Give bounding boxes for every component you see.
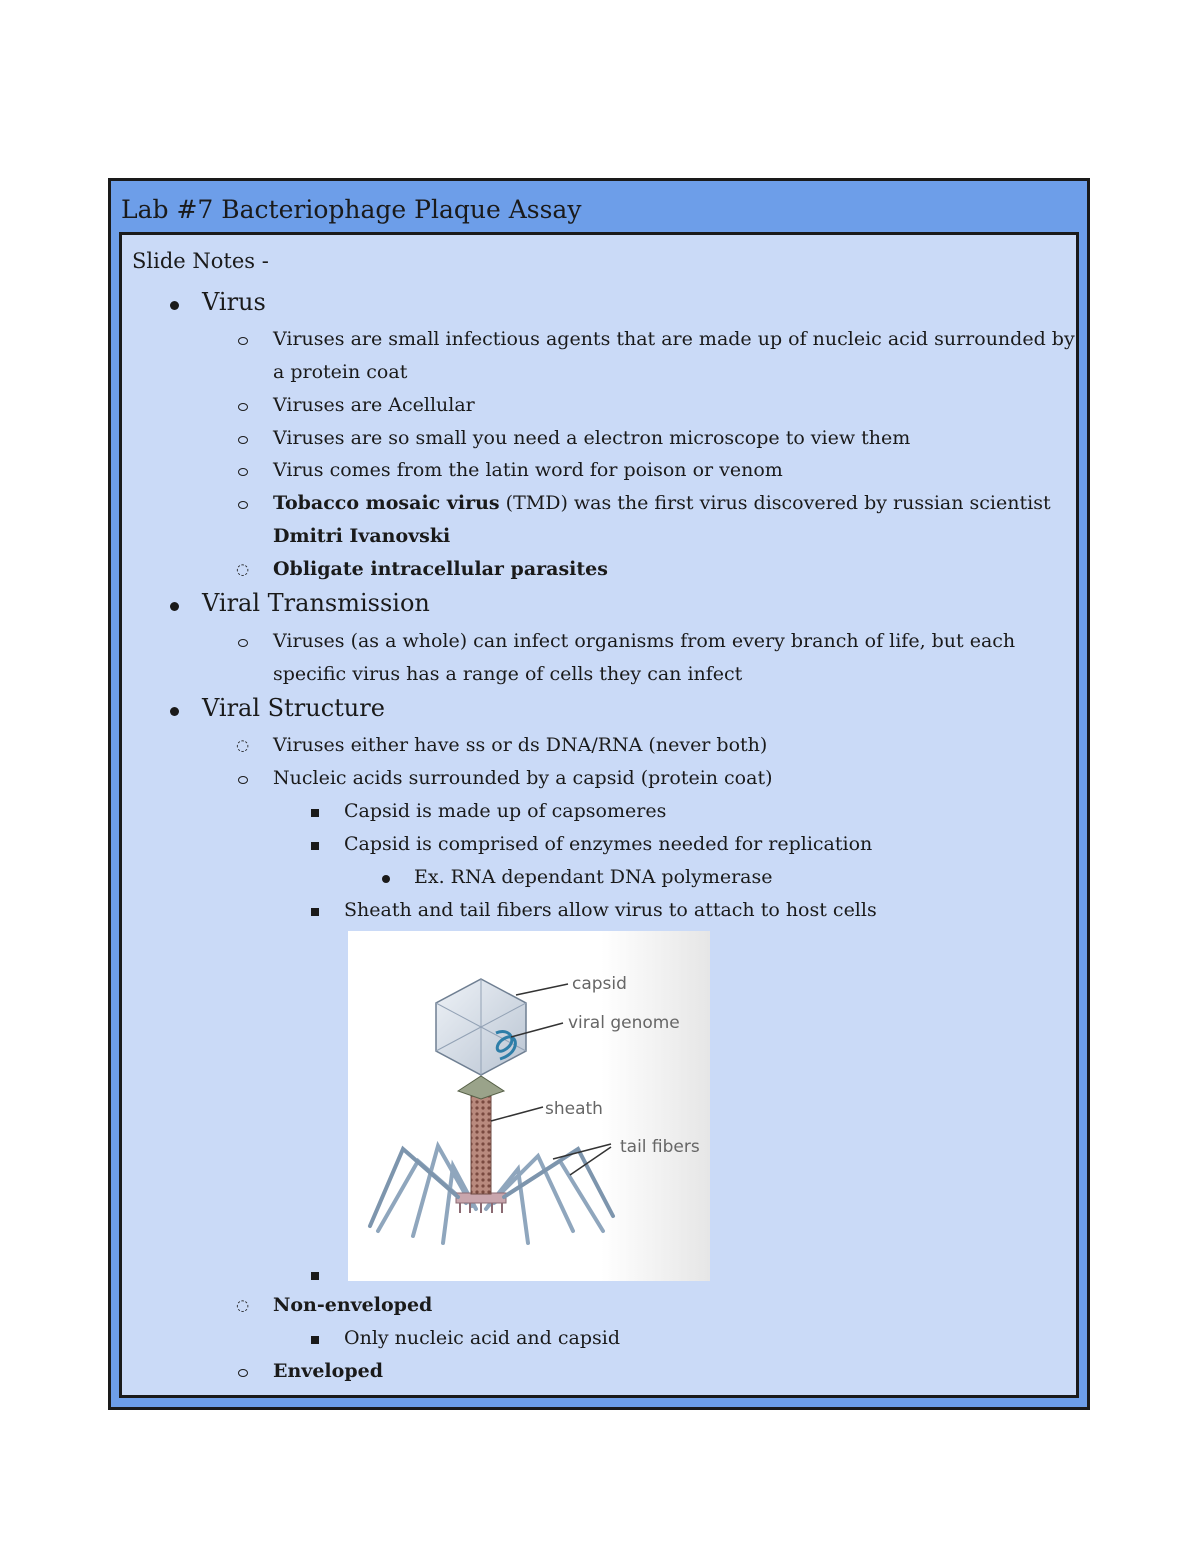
- viral-genome-label: viral genome: [568, 1013, 680, 1033]
- list-item: Capsid is comprised of enzymes needed for replication: [344, 833, 873, 855]
- section-virus: Virus: [202, 288, 266, 316]
- bullet-square-icon: [311, 1272, 319, 1280]
- bullet-disc-icon: [170, 602, 179, 611]
- capsid-label: capsid: [572, 974, 627, 994]
- bullet-disc-icon: [170, 707, 179, 716]
- list-item-text: (TMD) was the first virus discovered by russian scientist: [499, 492, 1051, 514]
- list-item: Non-enveloped: [273, 1294, 433, 1316]
- list-item: specific virus has a range of cells they can infect: [273, 663, 743, 685]
- list-item: Viruses are small infectious agents that are made up of nucleic acid surrounded by: [273, 328, 1075, 350]
- list-item: Viruses are Acellular: [273, 394, 475, 416]
- bullet-circle-icon: [238, 501, 248, 509]
- notes-heading: Slide Notes -: [132, 249, 269, 273]
- list-item: Viruses (as a whole) can infect organisms from every branch of life, but each: [273, 630, 1016, 652]
- bacteriophage-illustration: [348, 931, 710, 1281]
- bullet-circle-icon: [238, 468, 248, 476]
- list-item: Ex. RNA dependant DNA polymerase: [414, 866, 773, 888]
- bullet-square-icon: [311, 809, 319, 817]
- list-item: Dmitri Ivanovski: [273, 525, 451, 547]
- bullet-square-icon: [311, 842, 319, 850]
- list-item: [273, 492, 1051, 514]
- sheath-label: sheath: [545, 1099, 603, 1119]
- notes-panel: [119, 232, 1079, 1398]
- bullet-circle-icon: [238, 639, 248, 647]
- bullet-circle-icon: [238, 1369, 248, 1377]
- list-item: Nucleic acids surrounded by a capsid (protein coat): [273, 767, 773, 789]
- bacteriophage-diagram: [348, 931, 710, 1281]
- list-item: Viruses either have ss or ds DNA/RNA (never both): [273, 734, 768, 756]
- section-structure: Viral Structure: [202, 694, 385, 722]
- bullet-dotted-circle-icon: ◌: [236, 736, 250, 754]
- bullet-dotted-circle-icon: ◌: [236, 560, 250, 578]
- list-item: Only nucleic acid and capsid: [344, 1327, 620, 1349]
- list-item: Capsid is made up of capsomeres: [344, 800, 667, 822]
- bullet-circle-icon: [238, 403, 248, 411]
- bullet-circle-icon: [238, 776, 248, 784]
- bullet-dotted-circle-icon: ◌: [236, 1296, 250, 1314]
- bullet-disc-icon: [170, 301, 179, 310]
- bullet-square-icon: [311, 1336, 319, 1344]
- bullet-circle-icon: [238, 337, 248, 345]
- list-item: Viruses are so small you need a electron microscope to view them: [273, 427, 911, 449]
- bullet-circle-icon: [238, 436, 248, 444]
- notes-box: [108, 178, 1090, 1410]
- bullet-disc-icon: [382, 875, 390, 883]
- list-item: Virus comes from the latin word for poison or venom: [273, 459, 783, 481]
- bold-term: Tobacco mosaic virus: [273, 492, 500, 514]
- page-title: Lab #7 Bacteriophage Plaque Assay: [121, 195, 582, 224]
- list-item: Sheath and tail fibers allow virus to attach to host cells: [344, 899, 877, 921]
- bullet-square-icon: [311, 908, 319, 916]
- section-transmission: Viral Transmission: [202, 589, 430, 617]
- list-item: a protein coat: [273, 361, 408, 383]
- list-item: Obligate intracellular parasites: [273, 558, 608, 580]
- tail-fibers-label: tail fibers: [620, 1137, 700, 1157]
- list-item: Enveloped: [273, 1360, 383, 1382]
